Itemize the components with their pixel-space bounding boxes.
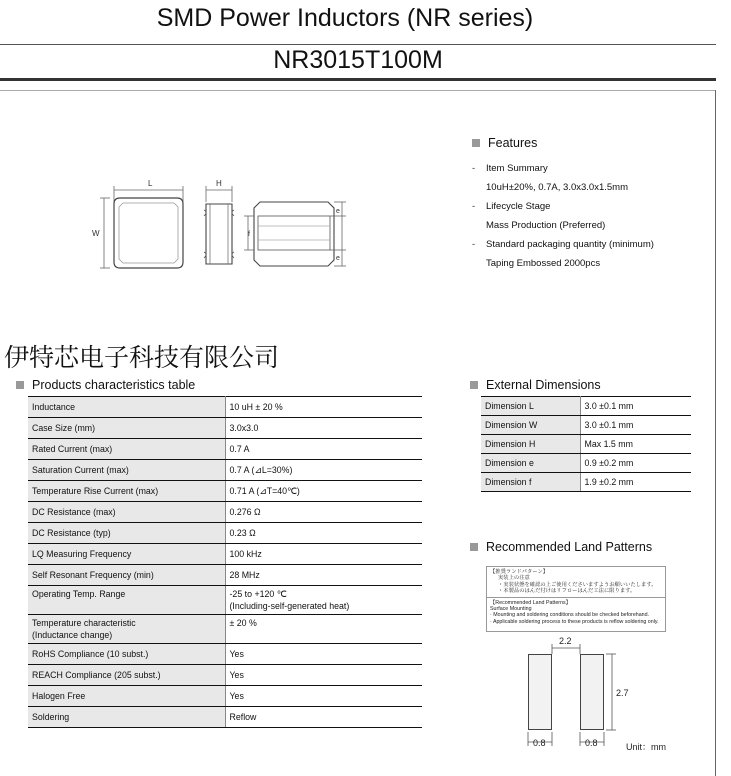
product-drawing bbox=[90, 176, 360, 276]
table-row: Dimension e 0.9 ±0.2 mm bbox=[481, 454, 691, 473]
table-row: Dimension W 3.0 ±0.1 mm bbox=[481, 416, 691, 435]
external-table bbox=[481, 396, 691, 492]
land-pattern-drawing bbox=[500, 636, 640, 756]
land-pad-left bbox=[528, 654, 552, 730]
label-f: f bbox=[248, 231, 250, 238]
features-heading: Features bbox=[472, 136, 712, 150]
table-row: LQ Measuring Frequency 100 kHz bbox=[28, 544, 422, 565]
table-row: Case Size (mm) 3.0x3.0 bbox=[28, 418, 422, 439]
dim-height: 2.7 bbox=[616, 688, 629, 698]
bullet-square-icon bbox=[470, 381, 478, 389]
right-border bbox=[715, 90, 716, 776]
bullet-square-icon bbox=[16, 381, 24, 389]
content-top-rule bbox=[0, 90, 716, 91]
label-W: W bbox=[92, 229, 100, 238]
table-row: Temperature Rise Current (max) 0.71 A (⊿T=40℃) bbox=[28, 481, 422, 502]
table-row: Saturation Current (max) 0.7 A (⊿L=30%) bbox=[28, 460, 422, 481]
feature-label: - Item Summary bbox=[472, 163, 548, 174]
label-e-bottom: e bbox=[336, 255, 340, 262]
page-title: SMD Power Inductors (NR series) bbox=[156, 4, 534, 32]
external-heading: External Dimensions bbox=[470, 378, 601, 392]
dim-pad-left: 0.8 bbox=[533, 738, 546, 748]
features-section bbox=[472, 136, 712, 273]
header-rule bbox=[0, 78, 716, 81]
label-H: H bbox=[216, 179, 222, 188]
table-row: REACH Compliance (205 subst.) Yes bbox=[28, 665, 422, 686]
label-e-top: e bbox=[336, 208, 340, 215]
feature-value: Mass Production (Preferred) bbox=[486, 220, 606, 231]
land-heading: Recommended Land Patterns bbox=[470, 540, 652, 554]
table-row: DC Resistance (typ) 0.23 Ω bbox=[28, 523, 422, 544]
table-row: Soldering Reflow bbox=[28, 707, 422, 728]
table-row: Rated Current (max) 0.7 A bbox=[28, 439, 422, 460]
company-name: 伊特芯电子科技有限公司 bbox=[4, 343, 280, 372]
table-row: RoHS Compliance (10 subst.) Yes bbox=[28, 644, 422, 665]
table-row: DC Resistance (max) 0.276 Ω bbox=[28, 502, 422, 523]
table-row: Inductance 10 uH ± 20 % bbox=[28, 397, 422, 418]
land-notes: 【推奨ランドパターン】 実装上の注意 ・実装状態を確認の上ご使用くださいますようお願いいたします。 ・本製品のはんだ付けはリフローはんだ工法に限ります。 【Recommended Land Patterns】 Surface Mounting · Mounting and soldering conditions should be checked beforehand. · Applicable soldering process to these products is reflow soldering only. bbox=[486, 566, 666, 632]
bullet-square-icon bbox=[472, 139, 480, 147]
unit-label: Unit：mm bbox=[626, 742, 666, 752]
land-pad-right bbox=[580, 654, 604, 730]
table-row: Self Resonant Frequency (min) 28 MHz bbox=[28, 565, 422, 586]
title-rule bbox=[0, 44, 716, 45]
feature-label: - Standard packaging quantity (minimum) bbox=[472, 239, 654, 250]
table-row: Dimension L 3.0 ±0.1 mm bbox=[481, 397, 691, 416]
dim-pad-right: 0.8 bbox=[585, 738, 598, 748]
products-table bbox=[28, 396, 422, 728]
products-heading: Products characteristics table bbox=[16, 378, 195, 392]
table-row: Dimension H Max 1.5 mm bbox=[481, 435, 691, 454]
table-row: Dimension f 1.9 ±0.2 mm bbox=[481, 473, 691, 492]
feature-value: 10uH±20%, 0.7A, 3.0x3.0x1.5mm bbox=[486, 182, 628, 193]
feature-label: - Lifecycle Stage bbox=[472, 201, 551, 212]
table-row: Temperature characteristic (Inductance change) ± 20 % bbox=[28, 615, 422, 644]
bullet-square-icon bbox=[470, 543, 478, 551]
table-row: Operating Temp. Range -25 to +120 ℃ (Including-self-generated heat) bbox=[28, 586, 422, 615]
part-number: NR3015T100M bbox=[273, 46, 443, 74]
feature-value: Taping Embossed 2000pcs bbox=[486, 258, 601, 269]
dim-gap: 2.2 bbox=[559, 636, 572, 646]
label-L: L bbox=[148, 179, 153, 188]
table-row: Halogen Free Yes bbox=[28, 686, 422, 707]
